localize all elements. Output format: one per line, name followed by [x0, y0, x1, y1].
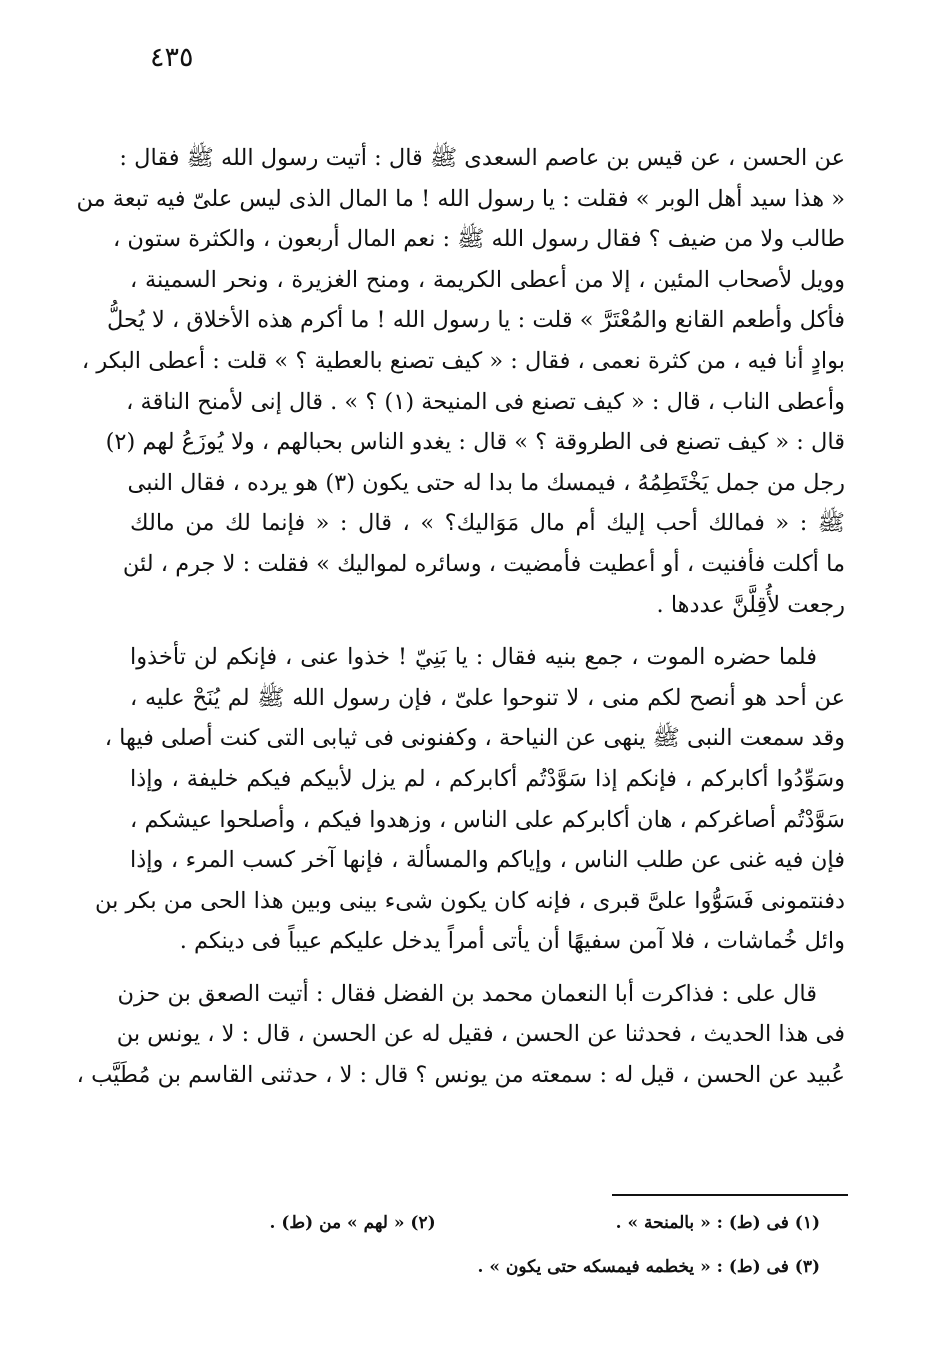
text-line: قال على : فذاكرت أبا النعمان محمد بن الفضل فقال : أتيت الصعق بن حزن: [117, 980, 817, 1007]
text-line: وويل لأصحاب المئين ، إلا من أعطى الكريمة ، ومنح الغزيرة ، ونحر السمينة ،: [130, 266, 845, 293]
text-line: سَوَّدْتُم أصاغركم ، هان أكابركم على الناس ، وزهدوا فيكم ، وأصلحوا عيشكم ،: [130, 806, 845, 833]
text-line: رجل من جمل يَخْتَطِمُهُ ، فيمسك ما بدا له حتى يكون (٣) هو يرده ، فقال النبى: [127, 469, 845, 496]
text-line: عُبيد عن الحسن ، قيل له : سمعته من يونس ؟ قال : لا ، حدثنى القاسم بن مُطَيَّب ،: [76, 1062, 845, 1089]
text-line: عن أحد هو أنصح لكم منى ، لا تنوحوا علىّ ، فإن رسول الله ﷺ لم يُنَحْ عليه ،: [130, 684, 845, 711]
text-line: وقد سمعت النبى ﷺ ينهى عن النياحة ، وكفنونى فى ثيابى التى كنت أصلى فيها ،: [104, 725, 845, 752]
text-line: قال : « كيف تصنع فى الطروقة ؟ » قال : يغدو الناس بحبالهم ، ولا يُوزَعُ لهم (٢): [105, 429, 845, 456]
footnote-row: [130, 1252, 820, 1290]
footnote-divider: [612, 1194, 848, 1196]
text-line: فإن فيه غنى عن طلب الناس ، وإياكم والمسألة ، فإنها آخر كسب المرء ، وإذا: [130, 847, 845, 874]
text-line: فأكل وأطعم القانع والمُعْتَرَّ » قلت : يا رسول الله ! ما أكرم هذه الأخلاق ، لا يُحلُّ: [106, 307, 845, 334]
text-line: وائل خُماشات ، فلا آمن سفيهًا أن يأتى أمراً يدخل عليكم عيباً فى دينكم .: [179, 928, 845, 955]
paragraph-1: [76, 138, 845, 625]
text-line: رجعت لأُقِلَّنَّ عددها .: [656, 591, 845, 618]
footnotes: [130, 1208, 820, 1290]
body-text: [76, 138, 845, 1096]
paragraph-3: [76, 974, 845, 1096]
footnote-2: (٢) « لهم » من (ط) .: [269, 1213, 436, 1233]
text-line: « هذا سيد أهل الوبر » فقلت : يا رسول الله ! ما المال الذى ليس علىّ فيه تبعة من: [76, 185, 845, 212]
footnote-3: (٣) فى (ط) : « يخطمه فيمسكه حتى يكون » .: [477, 1257, 820, 1277]
text-line: طالب ولا من ضيف ؟ فقال رسول الله ﷺ : نعم المال أربعون ، والكثرة ستون ،: [112, 226, 845, 253]
text-line: فلما حضره الموت ، جمع بنيه فقال : يا بَنِيّ ! خذوا عنى ، فإنكم لن تأخذوا: [130, 644, 817, 671]
text-line: فى هذا الحديث ، فحدثنا عن الحسن ، فقيل له عن الحسن ، قال : لا ، يونس بن: [116, 1021, 845, 1048]
text-line: ما أكلت فأفنيت ، أو أعطيت فأمضيت ، وسائره لمواليك » فقلت : لا جرم ، لئن: [122, 550, 845, 577]
text-line: وأعطى الناب ، قال : « كيف تصنع فى المنيحة (١) ؟ » . قال إنى لأمنح الناقة ،: [126, 388, 845, 415]
text-line: دفنتمونى فَسَوُّوا علىَّ قبرى ، فإنه كان يكون شىء بينى وبين هذا الحى من بكر بن: [95, 887, 845, 914]
footnote-row: [130, 1208, 820, 1246]
text-line: عن الحسن ، عن قيس بن عاصم السعدى ﷺ قال : أتيت رسول الله ﷺ فقال :: [119, 145, 845, 171]
text-line: ﷺ : « فمالك أحب إليك أم مال مَوَاليك؟ » ، قال : « فإنما لك من مالك: [130, 510, 845, 537]
text-line: بوادٍ أنا فيه ، من كثرة نعمى ، فقال : « كيف تصنع بالعطية ؟ » قلت : أعطى البكر ،: [81, 347, 845, 374]
text-line: وسَوِّدُوا أكابركم ، فإنكم إذا سَوَّدْتُم أكابركم ، لم يزل لأبيكم فيكم خليفة ، وإذا: [130, 765, 845, 792]
page-number: ٤٣٥: [150, 42, 194, 73]
footnote-1: (١) فى (ط) : « بالمنحة » .: [615, 1213, 820, 1233]
paragraph-2: [95, 637, 845, 962]
